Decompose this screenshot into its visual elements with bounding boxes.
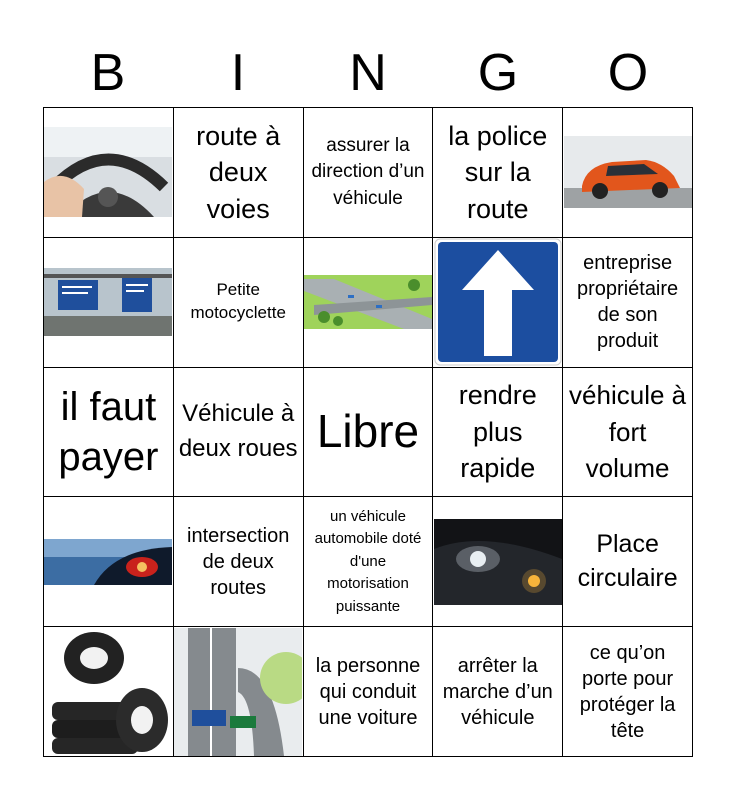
cell-text: entreprise propriétaire de son produit (577, 252, 679, 353)
cell-r2c2[interactable] (174, 238, 304, 368)
cell-r4c4[interactable] (433, 497, 563, 627)
cell-r1c3[interactable] (304, 108, 434, 238)
cell-text: il faut payer (58, 384, 159, 479)
cell-r2c1[interactable] (44, 238, 174, 368)
orange-car-icon (564, 136, 692, 208)
cell-r5c5[interactable] (563, 627, 693, 757)
cell-r5c4[interactable] (433, 627, 563, 757)
cell-r4c5[interactable] (563, 497, 693, 627)
bingo-header (43, 38, 693, 108)
cell-r1c4[interactable] (433, 108, 563, 238)
cell-r1c2[interactable] (174, 108, 304, 238)
highway-exit-map-icon (174, 628, 302, 756)
header-letter-b: B (90, 44, 126, 102)
cell-r4c3[interactable] (304, 497, 434, 627)
cell-r3c2[interactable] (174, 368, 304, 498)
header-letter-g: G (477, 44, 519, 102)
cell-r5c1[interactable] (44, 627, 174, 757)
cell-r5c2[interactable] (174, 627, 304, 757)
cell-text: rendre plus rapide (458, 380, 537, 484)
bingo-grid (43, 107, 693, 757)
cell-r4c2[interactable] (174, 497, 304, 627)
cell-r3c4[interactable] (433, 368, 563, 498)
car-taillight-icon (44, 539, 172, 585)
cell-text: Place circulaire (577, 530, 678, 592)
cell-text: véhicule à fort volume (569, 380, 687, 484)
header-letter-i: I (230, 44, 246, 102)
cell-r3c1[interactable] (44, 368, 174, 498)
cell-text: un véhicule automobile doté d'une motorisation puissante (314, 507, 422, 615)
car-headlight-icon (434, 519, 562, 605)
cell-text: intersection de deux routes (187, 524, 290, 599)
cell-r2c4[interactable] (433, 238, 563, 368)
cell-text: la police sur la route (448, 120, 548, 224)
one-way-arrow-sign-icon (434, 238, 562, 366)
cell-r1c5[interactable] (563, 108, 693, 238)
cell-text: arrêter la marche d’un véhicule (442, 654, 553, 729)
cell-text: Petite motocyclette (190, 280, 286, 323)
highway-overpass-icon (304, 275, 432, 329)
cell-r5c3[interactable] (304, 627, 434, 757)
cell-text: Véhicule à deux roues (178, 400, 298, 462)
cell-r3c3[interactable] (304, 368, 434, 498)
cell-text: route à deux voies (196, 120, 281, 224)
cell-r3c5[interactable] (563, 368, 693, 498)
cell-text: la personne qui conduit une voiture (315, 654, 421, 729)
cell-r4c1[interactable] (44, 497, 174, 627)
cell-text: assurer la direction d’un véhicule (311, 135, 425, 209)
cell-text: ce qu’on porte pour protéger la tête (579, 641, 676, 742)
tire-stack-icon (44, 628, 172, 756)
header-letter-o: O (607, 44, 649, 102)
header-letter-n: N (349, 44, 387, 102)
cell-r2c3[interactable] (304, 238, 434, 368)
highway-signs-icon (44, 268, 172, 336)
cell-text: Libre (316, 405, 420, 458)
steering-wheel-icon (44, 127, 172, 217)
cell-r1c1[interactable] (44, 108, 174, 238)
cell-r2c5[interactable] (563, 238, 693, 368)
